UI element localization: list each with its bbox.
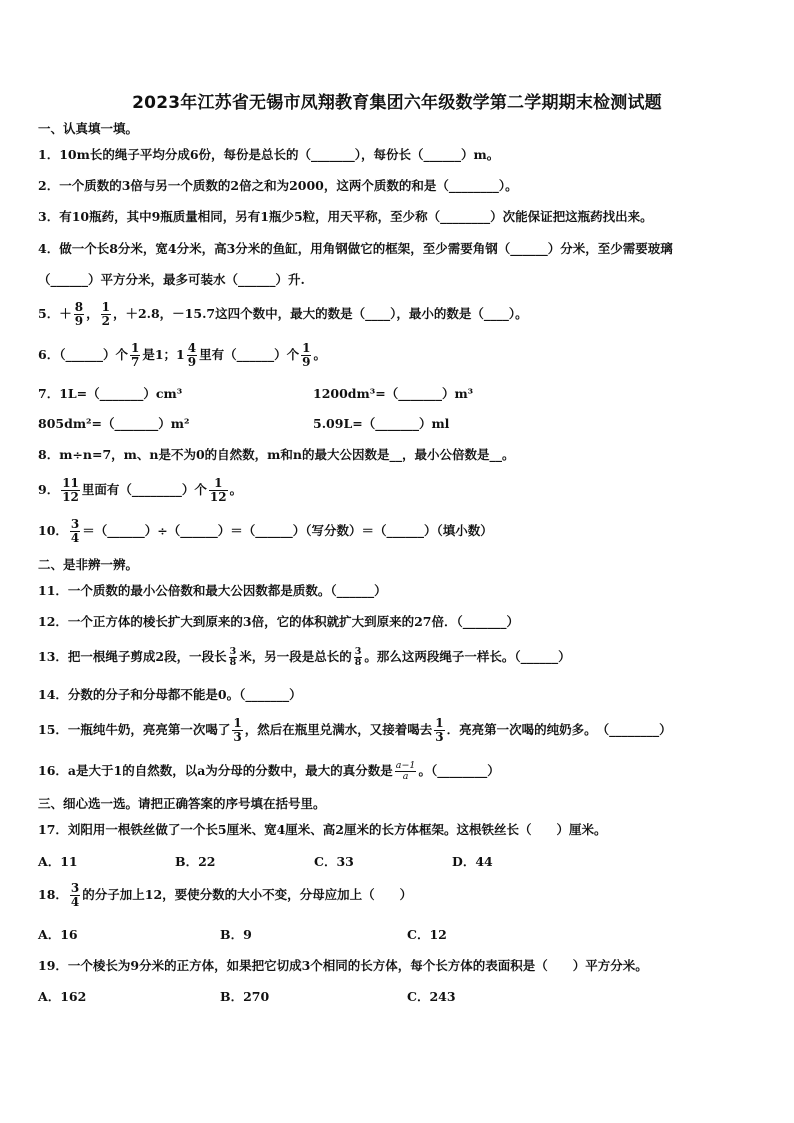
fraction: $\frac{4}{9}$: [187, 341, 197, 369]
fraction: $\frac{1}{2}$: [101, 300, 110, 328]
question-9: 9． $\frac{11}{12}$ 里面有（________）个 $\frac{1}{12}$ 。: [38, 476, 243, 504]
option-d: D．44: [452, 854, 493, 869]
question-11: 11．一个质数的最小公倍数和最大公因数都是质数。（______）: [38, 583, 387, 598]
question-6: 6．（______）个 $\frac{1}{7}$ 是1；1 $\frac{4}{9}$ 里有（______）个 $\frac{1}{9}$ 。: [38, 341, 326, 369]
fraction: $\frac{1}{3}$: [435, 716, 444, 744]
q5-prefix: 5．＋: [38, 306, 72, 321]
question-1: 1．10m长的绳子平均分成6份，每份是总长的（_______），每份长（______）m。: [38, 147, 500, 162]
section-fill-in-heading: 一、认真填一填。: [38, 121, 139, 136]
q7-part-d: 5.09L=（_______）ml: [313, 416, 450, 431]
option-c: C．243: [407, 989, 456, 1004]
question-16: 16．a是大于1的自然数，以a为分母的分数中，最大的真分数是 $\frac{a-1}{a}$ 。（________）: [38, 760, 500, 782]
question-19: 19．一个棱长为9分米的正方体，如果把它切成3个相同的长方体，每个长方体的表面积是（ ）平方分米。: [38, 958, 648, 973]
question-5: 5．＋ $\frac{8}{9}$ ， $\frac{1}{2}$ ，＋2.8，－15.7这四个数中，最大的数是（____），最小的数是（____）。: [38, 300, 528, 328]
fraction: $\frac{3}{4}$: [70, 881, 80, 909]
question-13: 13．把一根绳子剪成2段，一段长 $\frac{3}{8}$ 米，另一段是总长的 $\frac{3}{8}$ 。那么这两段绳子一样长。（______）: [38, 646, 571, 668]
option-c: C．33: [314, 854, 354, 869]
q7-part-c: 805dm²=（_______）m²: [38, 416, 190, 431]
q7-part-b: 1200dm³=（_______）m³: [313, 386, 474, 401]
question-15: 15．一瓶纯牛奶，亮亮第一次喝了 $\frac{1}{3}$ ，然后在瓶里兑满水，又接着喝去 $\frac{1}{3}$ ．亮亮第一次喝的纯奶多。 （________）: [38, 716, 672, 744]
question-7: [38, 385, 182, 403]
fraction: $\frac{11}{12}$: [62, 476, 79, 504]
fraction: $\frac{3}{4}$: [70, 517, 80, 545]
question-12: 12．一个正方体的棱长扩大到原来的3倍，它的体积就扩大到原来的27倍．（_______）: [38, 614, 519, 629]
question-2: 2．一个质数的3倍与另一个质数的2倍之和为2000，这两个质数的和是（________）。: [38, 178, 518, 193]
option-a: A．11: [38, 854, 78, 869]
section-true-false-heading: 二、是非辨一辨。: [38, 557, 139, 572]
option-b: B．22: [175, 854, 216, 869]
fraction: $\frac{3}{8}$: [229, 646, 237, 668]
page-title: 2023年江苏省无锡市凤翔教育集团六年级数学第二学期期末检测试题: [132, 93, 662, 113]
option-a: A．162: [38, 989, 87, 1004]
question-17: 17．刘阳用一根铁丝做了一个长5厘米、宽4厘米、高2厘米的长方体框架。这根铁丝长（ ）厘米。: [38, 822, 607, 837]
option-b: B．270: [220, 989, 270, 1004]
option-b: B．9: [220, 927, 252, 942]
option-a: A．16: [38, 927, 78, 942]
fraction: $\frac{1}{7}$: [130, 341, 140, 369]
fraction: $\frac{a-1}{a}$: [395, 760, 416, 782]
question-18: 18． $\frac{3}{4}$ 的分子加上12，要使分数的大小不变，分母应加上（ ）: [38, 881, 413, 909]
question-8: 8．m÷n=7，m、n是不为0的自然数，m和n的最大公因数是__，最小公倍数是__。: [38, 447, 515, 462]
fraction: $\frac{3}{8}$: [354, 646, 362, 668]
question-4-line-1: 4．做一个长8分米，宽4分米，高3分米的鱼缸，用角钢做它的框架，至少需要角钢（______）分米，至少需要玻璃: [38, 241, 673, 256]
fraction: $\frac{8}{9}$: [74, 300, 84, 328]
fraction: $\frac{1}{9}$: [302, 341, 311, 369]
question-3: 3．有10瓶药，其中9瓶质量相同，另有1瓶少5粒，用天平称，至少称（________）次能保证把这瓶药找出来。: [38, 209, 653, 224]
option-c: C．12: [407, 927, 447, 942]
fraction: $\frac{1}{12}$: [209, 476, 227, 504]
question-4-line-2: （______）平方分米，最多可装水（______）升.: [38, 272, 305, 287]
question-10: 10． $\frac{3}{4}$ ＝（______）÷（______）＝（______）（写分数）＝（______）（填小数）: [38, 517, 493, 545]
section-multiple-choice-heading: 三、细心选一选。请把正确答案的序号填在括号里。: [38, 796, 326, 811]
question-14: 14．分数的分子和分母都不能是0。（_______）: [38, 687, 302, 702]
fraction: $\frac{1}{3}$: [233, 716, 242, 744]
q7-part-a: 7．1L=（_______）cm³: [38, 386, 183, 401]
